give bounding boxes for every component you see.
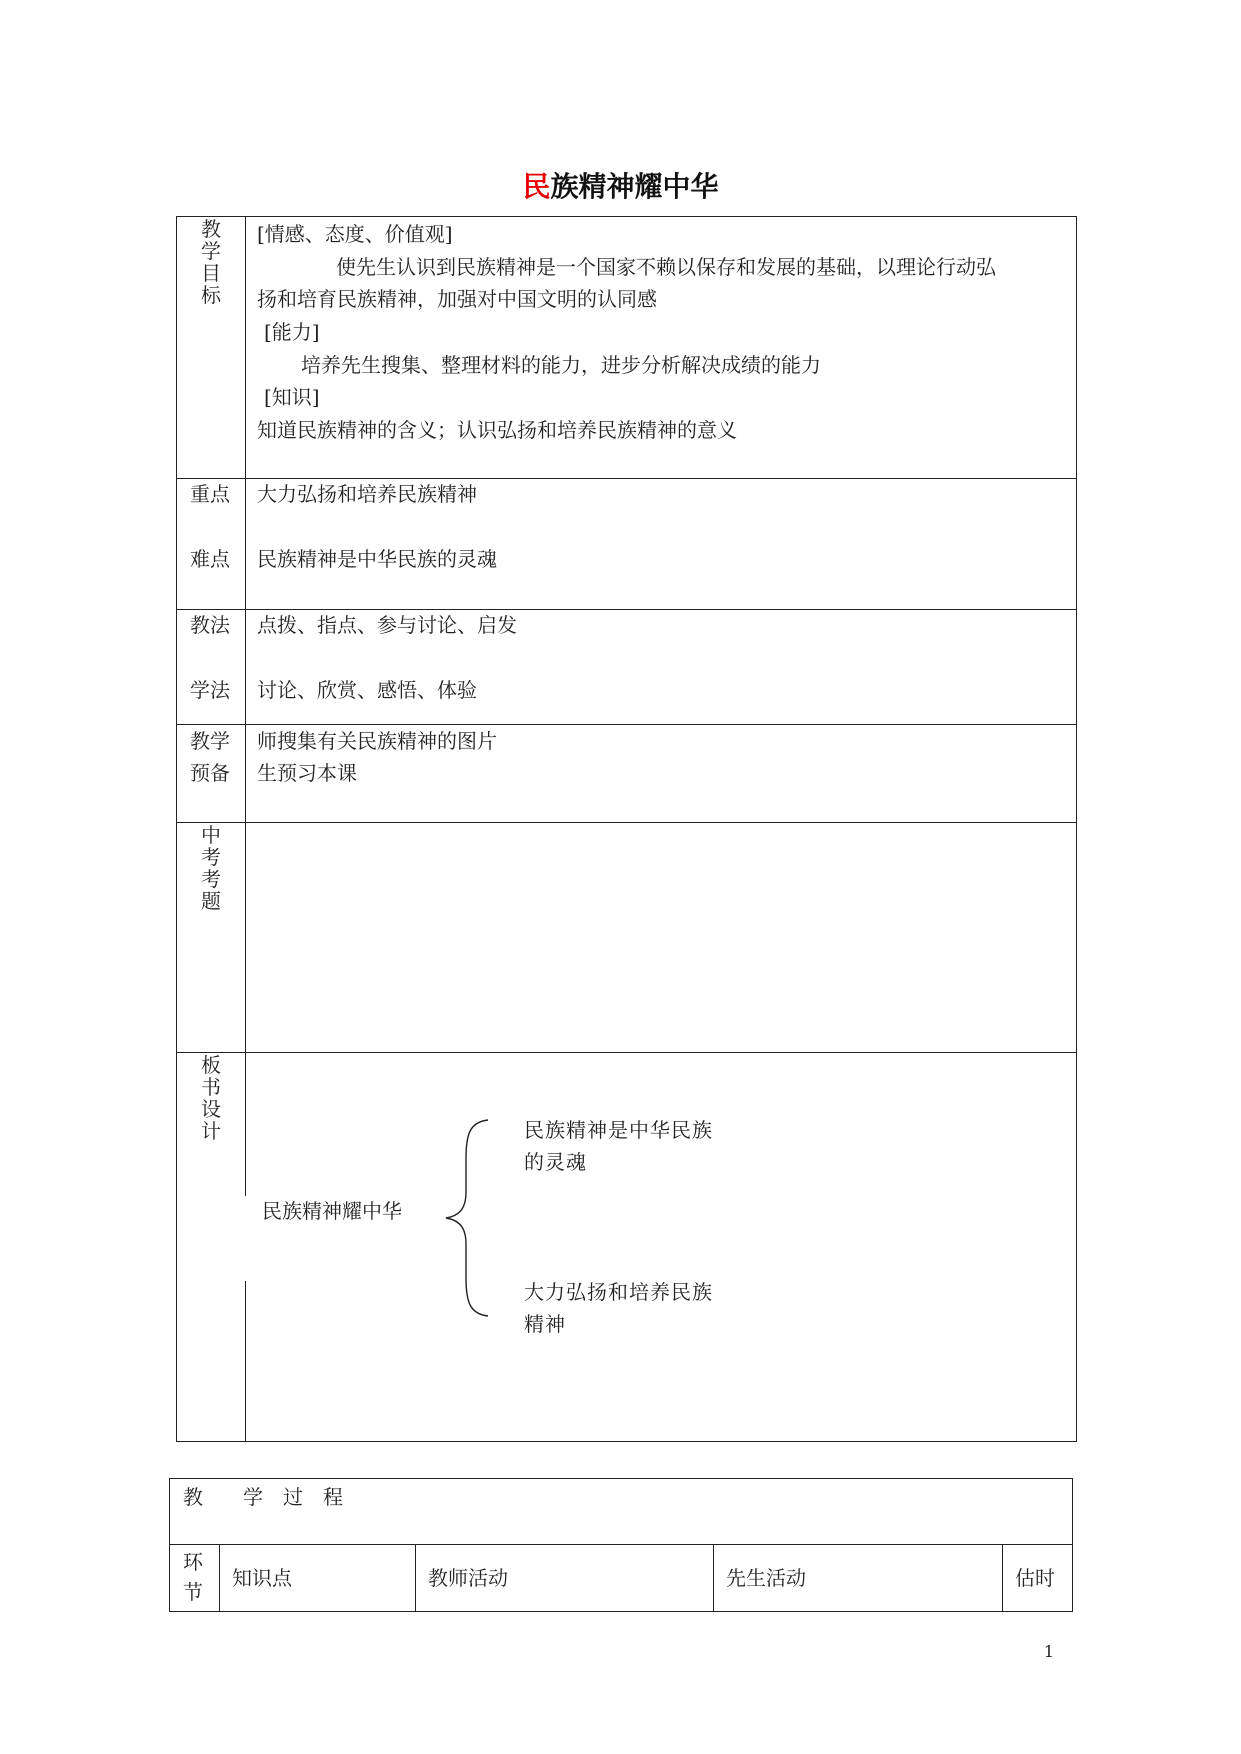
emotion-text-line1: 使先生认识到民族精神是一个国家不赖以保存和发展的基础，以理论行动弘 <box>336 255 996 279</box>
col-stage-line1: 环 <box>183 1550 203 1574</box>
teaching-method-label: 教法 <box>190 613 230 637</box>
emotion-header: [情感、态度、价值观] <box>257 222 453 246</box>
curly-brace-icon <box>444 1118 490 1318</box>
prep-label-line1: 教学 <box>190 729 230 753</box>
prep-label-line2: 预备 <box>190 761 230 785</box>
board-branch1-line1: 民族精神是中华民族 <box>524 1118 713 1142</box>
board-branch1-line2: 的灵魂 <box>524 1150 587 1174</box>
difficulty-label: 难点 <box>190 547 230 571</box>
page-title <box>0 165 1241 205</box>
ability-text: 培养先生搜集、整理材料的能力，进步分析解决成绩的能力 <box>301 353 821 377</box>
key-point-text: 大力弘扬和培养民族精神 <box>257 482 477 506</box>
col-teacher: 教师活动 <box>428 1566 508 1590</box>
difficulty-text: 民族精神是中华民族的灵魂 <box>257 547 497 571</box>
board-branch2-line2: 精神 <box>524 1312 566 1336</box>
col-student: 先生活动 <box>726 1566 806 1590</box>
teaching-method-text: 点拨、指点、参与讨论、启发 <box>257 613 517 637</box>
key-point-label: 重点 <box>190 482 230 506</box>
board-center-text: 民族精神耀中华 <box>262 1199 402 1223</box>
prep-text1: 师搜集有关民族精神的图片 <box>257 729 497 753</box>
col-knowledge: 知识点 <box>232 1566 292 1590</box>
exam-label: 中考考题 <box>201 823 221 913</box>
col-stage-line2: 节 <box>183 1580 203 1604</box>
learning-method-text: 讨论、欣赏、感悟、体验 <box>257 678 477 702</box>
emotion-text-line2: 扬和培育民族精神，加强对中国文明的认同感 <box>257 287 657 311</box>
page-number: 1 <box>1043 1642 1054 1661</box>
title-rest: 族精神耀中华 <box>550 170 719 203</box>
prep-text2: 生预习本课 <box>257 761 357 785</box>
knowledge-text: 知道民族精神的含义；认识弘扬和培养民族精神的意义 <box>257 418 737 442</box>
process-header: 教 学 过 程 <box>183 1485 343 1509</box>
board-branch2-line1: 大力弘扬和培养民族 <box>524 1280 713 1304</box>
title-first-char: 民 <box>522 170 551 203</box>
goals-label: 教学目标 <box>201 217 221 307</box>
board-label: 板书设计 <box>201 1053 221 1143</box>
col-time: 估时 <box>1015 1566 1055 1590</box>
learning-method-label: 学法 <box>190 678 230 702</box>
ability-header: [能力] <box>264 320 320 344</box>
knowledge-header: [知识] <box>264 385 320 409</box>
